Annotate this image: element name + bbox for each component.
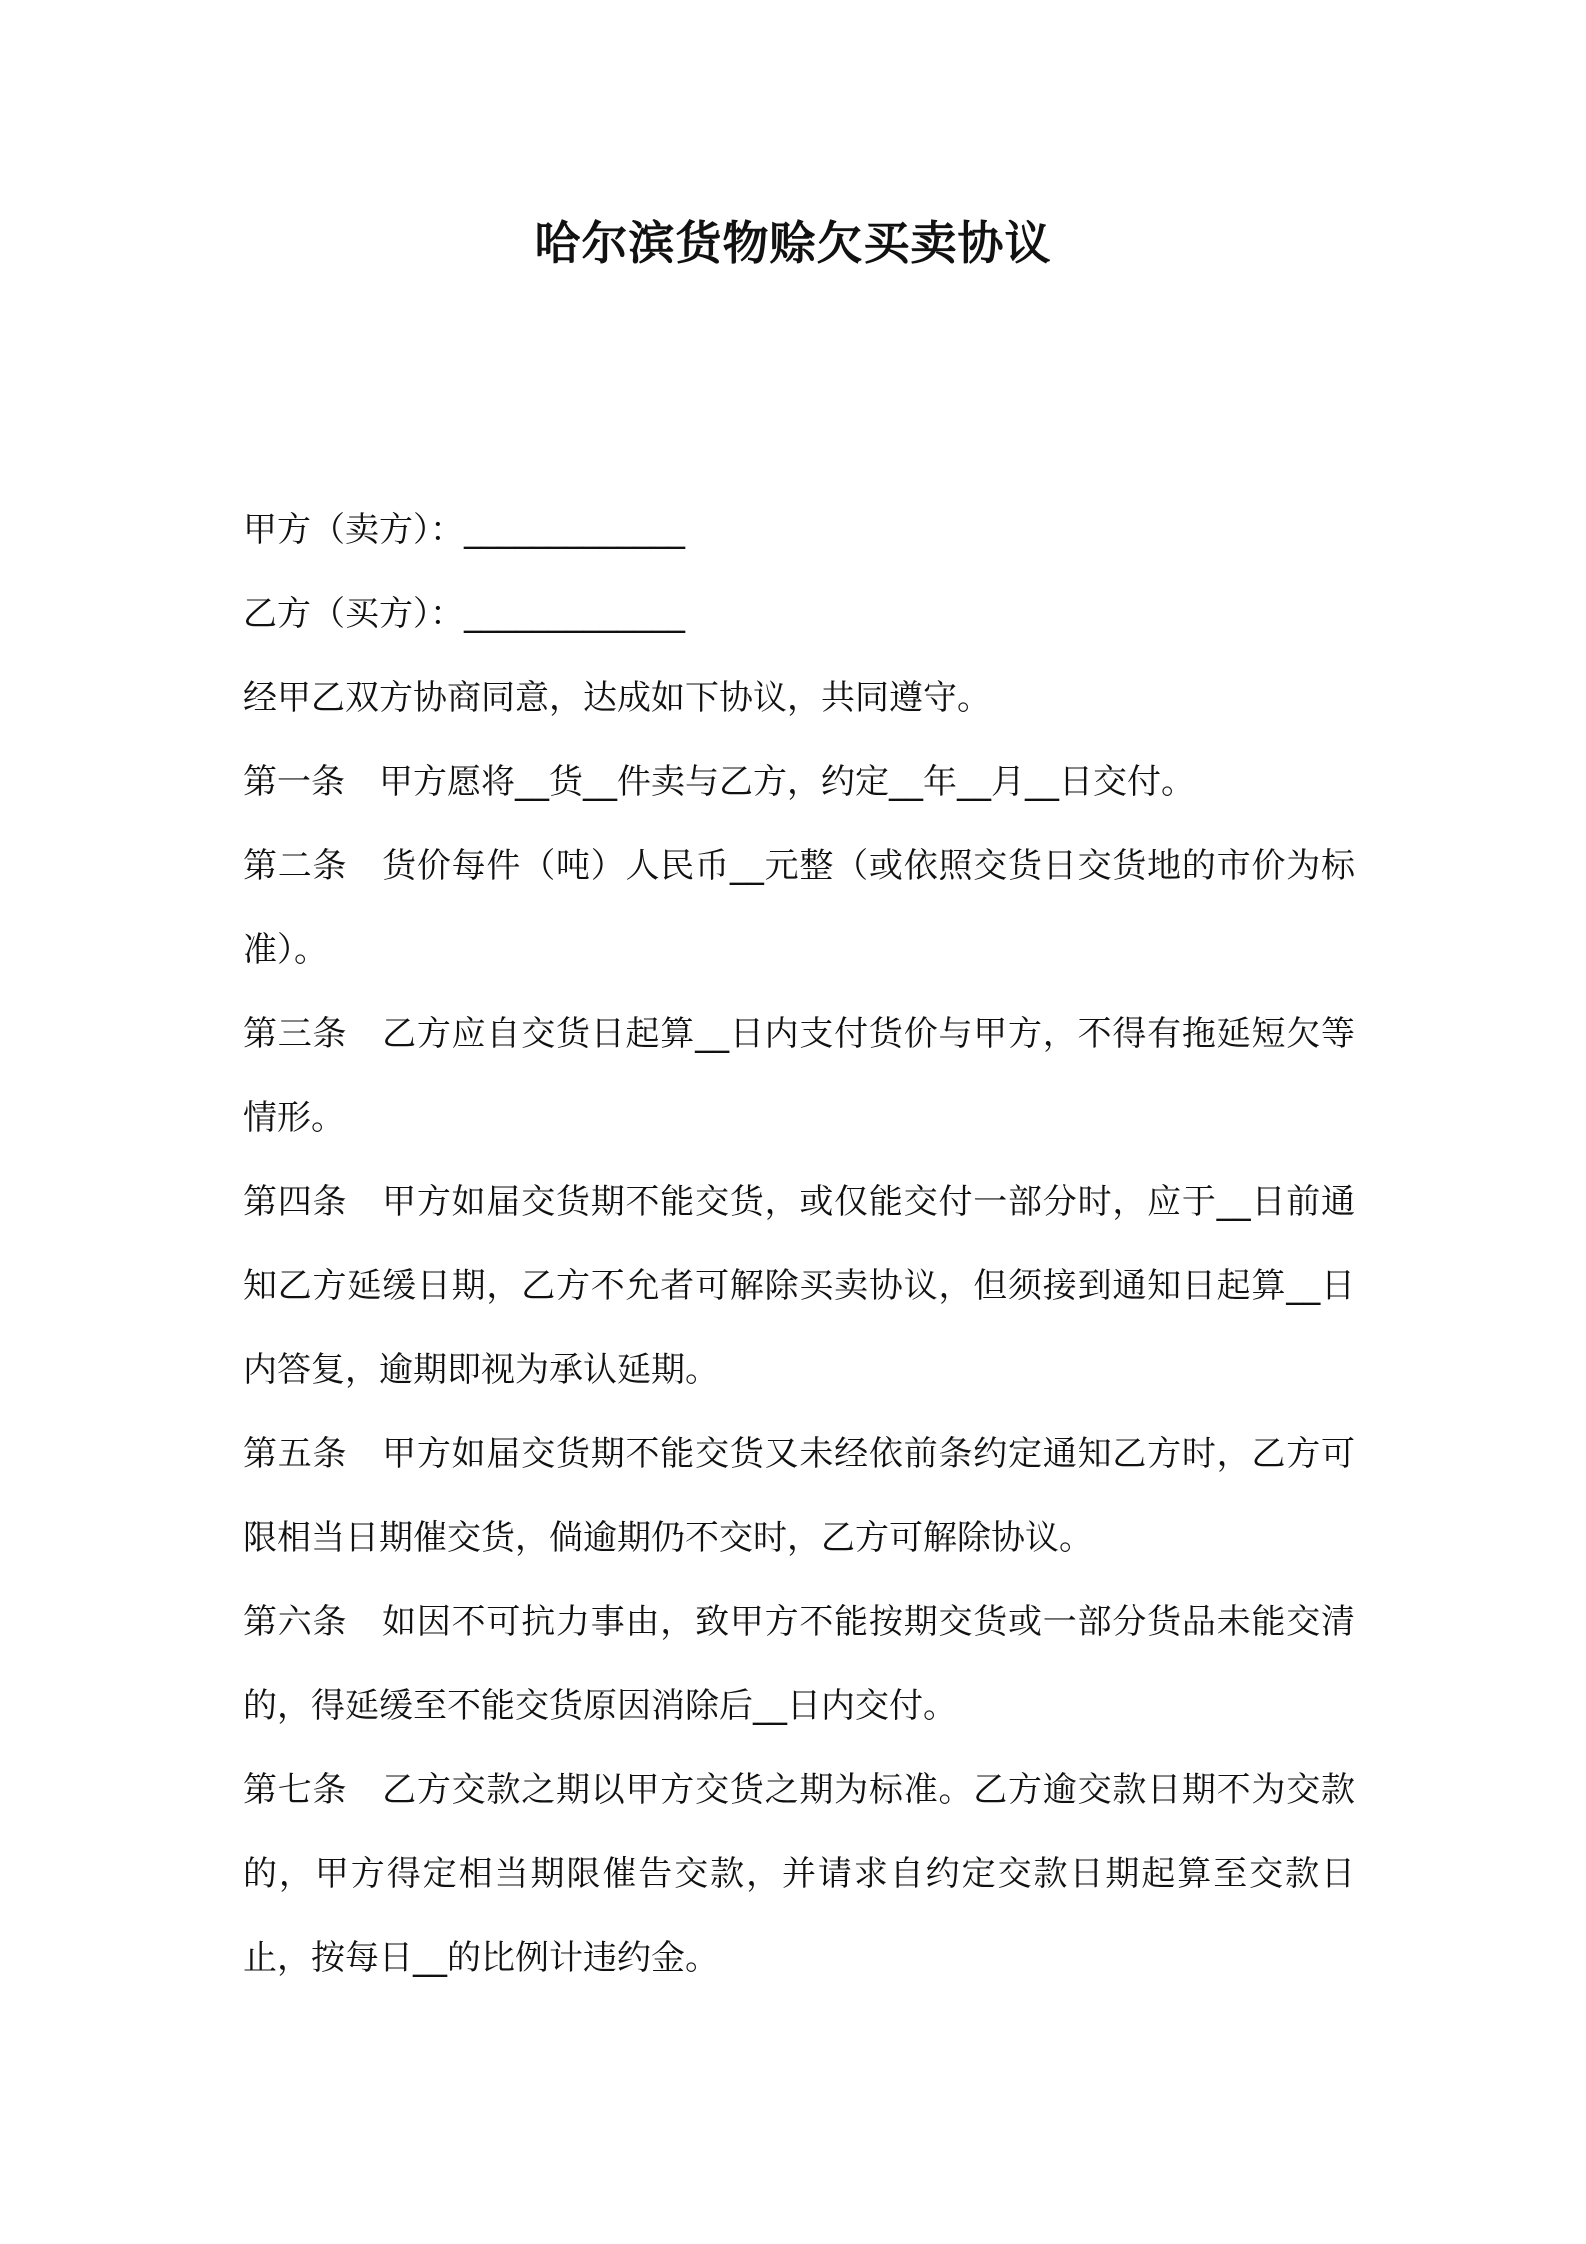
party-b-line: 乙方（买方）：_____________ xyxy=(243,594,685,634)
party-a-line: 甲方（卖方）：_____________ xyxy=(243,510,685,550)
article-5: 第五条 甲方如届交货期不能交货又未经依前条约定通知乙方时，乙方可限相当日期催交货，倘逾期仍不交时，乙方可解除协议。 xyxy=(243,1434,1355,1558)
article-7: 第七条 乙方交款之期以甲方交货之期为标准。乙方逾交款日期不为交款的，甲方得定相当期限催告交款，并请求自约定交款日期起算至交款日止，按每日__的比例计违约金。 xyxy=(243,1770,1355,1978)
document-title: 哈尔滨货物赊欠买卖协议 xyxy=(534,216,1052,270)
article-2: 第二条 货价每件（吨）人民币__元整（或依照交货日交货地的市价为标准）。 xyxy=(243,846,1355,970)
article-3: 第三条 乙方应自交货日起算__日内支付货价与甲方，不得有拖延短欠等情形。 xyxy=(243,1014,1355,1138)
article-4: 第四条 甲方如届交货期不能交货，或仅能交付一部分时，应于__日前通知乙方延缓日期，乙方不允者可解除买卖协议，但须接到通知日起算__日内答复，逾期即视为承认延期。 xyxy=(243,1182,1355,1390)
article-6: 第六条 如因不可抗力事由，致甲方不能按期交货或一部分货品未能交清的，得延缓至不能交货原因消除后__日内交付。 xyxy=(243,1602,1355,1726)
document-body xyxy=(243,488,1355,2000)
intro-paragraph: 经甲乙双方协商同意，达成如下协议，共同遵守。 xyxy=(243,678,991,718)
article-1: 第一条 甲方愿将__货__件卖与乙方，约定__年__月__日交付。 xyxy=(243,762,1195,802)
